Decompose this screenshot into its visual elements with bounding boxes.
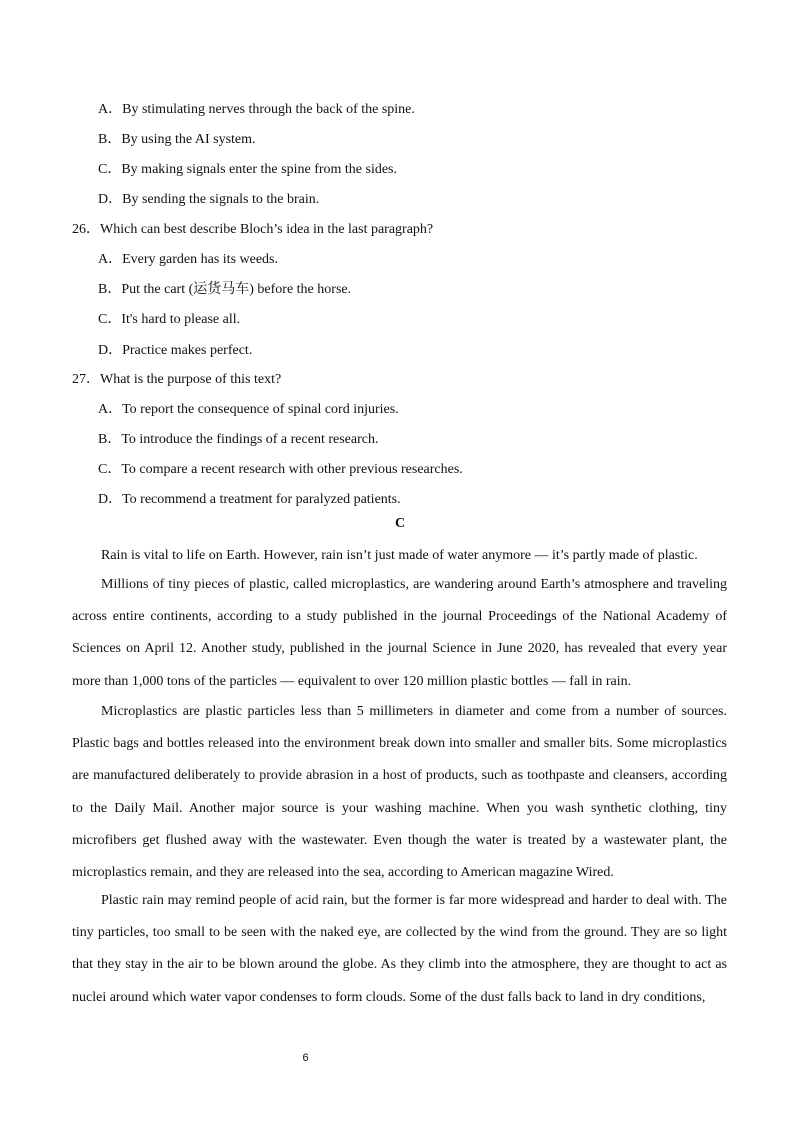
q27-option-b: B．To introduce the findings of a recent research.: [98, 432, 379, 447]
q25-option-d: D．By sending the signals to the brain.: [98, 192, 320, 207]
q25-option-a: A．By stimulating nerves through the back of the spine.: [98, 102, 415, 117]
q27-stem: 27．What is the purpose of this text?: [72, 372, 282, 387]
q26-stem: 26．Which can best describe Bloch’s idea in the last paragraph?: [72, 222, 434, 237]
passage-paragraph-3: Microplastics are plastic particles less than 5 millimeters in diameter and come from a number of sources. Plastic bags and bottles released into the environment break down into smaller and smaller bits. Some microplastics are manufactured deliberately to provide abrasion in a host of products, such as toothpaste and cleansers, according to the Daily Mail. Another major source is your washing machine. When you wash synthetic clothing, tiny microfibers get flushed away with the wastewater. Even though the water is treated by a wastewater plant, the microplastics remain, and they are released into the sea, according to American magazine Wired.: [72, 704, 727, 881]
passage-paragraph-2: Millions of tiny pieces of plastic, called microplastics, are wandering around Earth’s atmosphere and traveling across entire continents, according to a study published in the journal Proceedings of the National Academy of Sciences on April 12. Another study, published in the journal Science in June 2020, has revealed that every year more than 1,000 tons of the particles — equivalent to over 120 million plastic bottles — fall in rain.: [72, 577, 727, 689]
q26-option-d: D．Practice makes perfect.: [98, 343, 253, 358]
passage-paragraph-1: Rain is vital to life on Earth. However, rain isn’t just made of water anymore — it’s partly made of plastic.: [101, 548, 698, 563]
q26-option-c: C．It's hard to please all.: [98, 312, 241, 327]
q27-option-c: C．To compare a recent research with other previous researches.: [98, 462, 463, 477]
page-number: 6: [302, 1052, 309, 1064]
q25-option-c: C．By making signals enter the spine from the sides.: [98, 162, 398, 177]
q26-option-b: B．Put the cart (运货马车) before the horse.: [98, 282, 352, 297]
q27-option-d: D．To recommend a treatment for paralyzed patients.: [98, 492, 401, 507]
passage-heading: C: [394, 516, 406, 531]
q27-option-a: A．To report the consequence of spinal cord injuries.: [98, 402, 399, 417]
passage-paragraph-4: Plastic rain may remind people of acid rain, but the former is far more widespread and harder to deal with. The tiny particles, too small to be seen with the naked eye, are collected by the wind from the ground. They are so light that they stay in the air to be blown around the globe. As they climb into the atmosphere, they are thought to act as nuclei around which water vapor condenses to form clouds. Some of the dust falls back to land in dry conditions,: [72, 893, 727, 1005]
q26-option-a: A．Every garden has its weeds.: [98, 252, 279, 267]
q25-option-b: B．By using the AI system.: [98, 132, 256, 147]
